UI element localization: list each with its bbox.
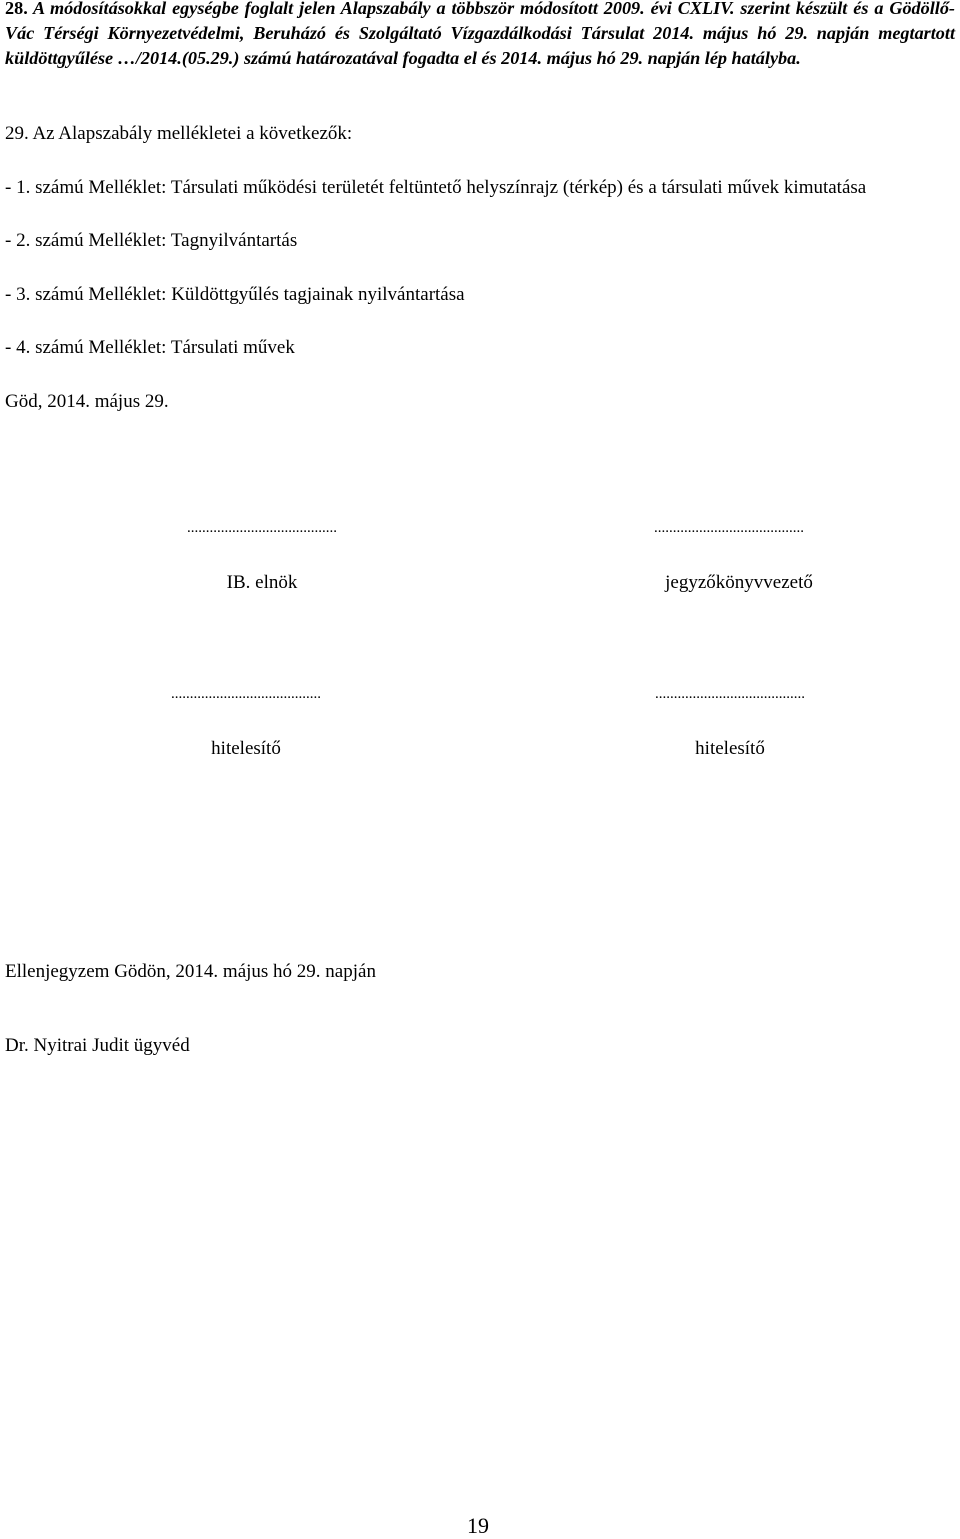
annex-item-4: - 4. számú Melléklet: Társulati művek	[5, 337, 295, 358]
section-28-number: 28.	[5, 0, 28, 18]
countersign-text: Ellenjegyzem Gödön, 2014. május hó 29. napján	[5, 961, 376, 982]
annex-item-1: - 1. számú Melléklet: Társulati működési területét feltüntető helyszínrajz (térkép) és a társulati művek kimutatása	[5, 177, 867, 198]
page-number: 19	[467, 1513, 489, 1538]
annex-item-3: - 3. számú Melléklet: Küldöttgyűlés tagjainak nyilvántartása	[5, 284, 465, 305]
countersign-name: Dr. Nyitrai Judit ügyvéd	[5, 1035, 190, 1056]
place-date: Göd, 2014. május 29.	[5, 391, 169, 412]
signature-line-chairman: ........................................	[187, 520, 337, 536]
section-29-heading: 29. Az Alapszabály mellékletei a következők:	[5, 123, 353, 144]
signature-line-authenticator-1: ........................................	[171, 686, 321, 702]
section-28-paragraph	[5, 0, 955, 71]
signature-line-authenticator-2: ........................................	[655, 686, 805, 702]
annex-item-2: - 2. számú Melléklet: Tagnyilvántartás	[5, 230, 298, 251]
signature-role-authenticator-1: hitelesítő	[211, 738, 281, 759]
signature-role-authenticator-2: hitelesítő	[695, 738, 765, 759]
signature-line-recorder: ........................................	[654, 520, 804, 536]
signature-role-recorder: jegyzőkönyvvezető	[665, 572, 813, 593]
signature-role-chairman: IB. elnök	[226, 572, 298, 593]
section-28-text: A módosításokkal egységbe foglalt jelen Alapszabály a többször módosított 2009. évi CXLIV. szerint készült és a Gödöllő-Vác Térségi Környezetvédelmi, Beruházó és Szolgáltató Vízgazdálkodási Társulat 2014. május hó 29. napján megtartott küldöttgyűlése …/2014.(05.29.) számú határozatával fogadta el és 2014. május hó 29. napján lép hatályba.	[5, 0, 955, 68]
